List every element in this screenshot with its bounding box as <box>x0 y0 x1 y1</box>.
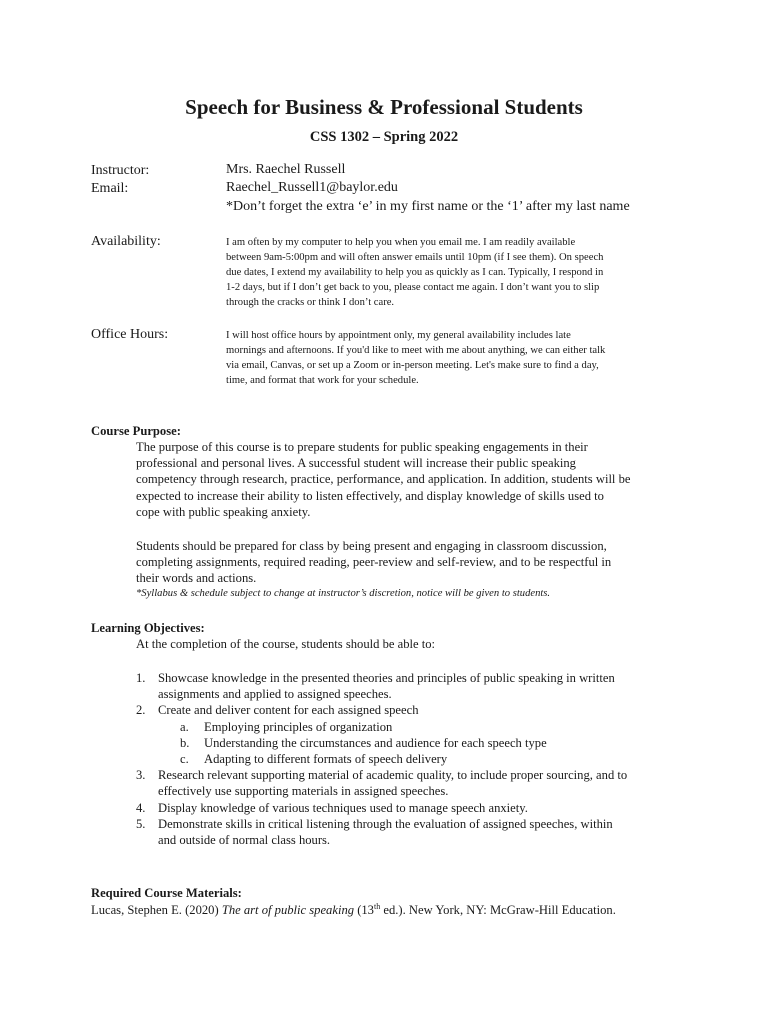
email-address: Raechel_Russell1@baylor.edu <box>226 180 398 195</box>
course-purpose-paragraph-2 <box>136 538 696 587</box>
office-hours-line: via email, Canvas, or set up a Zoom or in-person meeting. Let's make sure to find a day, <box>226 360 599 371</box>
purpose-line: competency through research, practice, performance, and application. In addition, students will be <box>136 472 631 487</box>
citation-title: The art of public speaking <box>221 903 355 917</box>
availability-line: 1-2 days, but if I don’t get back to you, please contact me again. I don’t want you to slip <box>226 282 600 293</box>
objective-item <box>136 767 696 799</box>
instructor-name: Mrs. Raechel Russell <box>226 162 346 177</box>
objective-line: Display knowledge of various techniques used to manage speech anxiety. <box>158 800 528 815</box>
availability-line: through the cracks or think I don’t care. <box>226 297 395 308</box>
citation-publisher: ed.). New York, NY: McGraw-Hill Education. <box>380 903 616 917</box>
email-label: Email: <box>91 181 129 196</box>
citation-author: Lucas, Stephen E. (2020) <box>91 903 222 917</box>
purpose-line: professional and personal lives. A successful student will increase their public speaking <box>136 456 576 471</box>
sub-item-text: Employing principles of organization <box>204 719 393 734</box>
objectives-list <box>136 670 696 848</box>
purpose-line: expected to increase their ability to listen effectively, and display knowledge of skills used to <box>136 488 604 503</box>
sub-item-letter: c. <box>180 752 189 767</box>
purpose-line: completing assignments, required reading, peer-review and self-review, and to be respectful in <box>136 555 612 570</box>
objective-line: Demonstrate skills in critical listening through the evaluation of assigned speeches, within <box>158 816 613 831</box>
office-hours-text <box>226 328 686 388</box>
availability-line: between 9am-5:00pm and will often answer emails until 10pm (if I see them). On speech <box>226 252 604 263</box>
objective-item <box>136 702 696 718</box>
objective-item <box>136 800 696 816</box>
learning-objectives-intro: At the completion of the course, students should be able to: <box>136 637 436 651</box>
objective-number: 5. <box>136 816 146 831</box>
objective-number: 2. <box>136 703 146 718</box>
objective-line: Create and deliver content for each assigned speech <box>158 703 419 718</box>
objective-line: effectively use supporting materials in assigned speeches. <box>158 784 449 799</box>
document-title: Speech for Business & Professional Students <box>185 95 583 119</box>
citation-edition-suffix: th <box>373 901 381 911</box>
sub-item-letter: b. <box>180 735 190 750</box>
objective-number: 4. <box>136 800 146 815</box>
availability-line: I am often by my computer to help you when you email me. I am readily available <box>226 237 576 248</box>
email-note: *Don’t forget the extra ‘e’ in my first name or the ‘1’ after my last name <box>226 199 630 214</box>
objective-sub-item <box>180 751 696 767</box>
purpose-line: cope with public speaking anxiety. <box>136 504 311 519</box>
office-hours-line: mornings and afternoons. If you'd like to meet with me about anything, we can either talk <box>226 345 606 356</box>
objective-line: and outside of normal class hours. <box>158 833 331 848</box>
sub-item-letter: a. <box>180 719 189 734</box>
objective-sub-item <box>180 719 696 735</box>
learning-objectives-heading: Learning Objectives: <box>91 621 205 635</box>
availability-label: Availability: <box>91 234 161 249</box>
instructor-label: Instructor: <box>91 163 150 178</box>
objective-item <box>136 816 696 848</box>
syllabus-change-note: *Syllabus & schedule subject to change at instructor’s discretion, notice will be given to students. <box>136 588 551 599</box>
course-code-term: CSS 1302 – Spring 2022 <box>309 129 459 145</box>
citation-edition: (13 <box>354 903 374 917</box>
materials-citation <box>91 902 711 918</box>
objective-line: Showcase knowledge in the presented theories and principles of public speaking in written <box>158 671 615 685</box>
objective-sub-item <box>180 735 696 751</box>
objective-number: 3. <box>136 768 146 783</box>
objective-line: assignments and applied to assigned speeches. <box>158 687 392 702</box>
purpose-line: Students should be prepared for class by being present and engaging in classroom discussion, <box>136 539 607 553</box>
objective-line: Research relevant supporting material of academic quality, to include proper sourcing, and to <box>158 768 628 783</box>
sub-item-text: Understanding the circumstances and audience for each speech type <box>204 735 547 750</box>
office-hours-line: I will host office hours by appointment only, my general availability includes late <box>226 330 571 341</box>
purpose-line: The purpose of this course is to prepare students for public speaking engagements in their <box>136 440 588 454</box>
objective-item <box>136 670 696 702</box>
objective-number: 1. <box>136 671 146 685</box>
availability-text <box>226 235 686 310</box>
materials-heading: Required Course Materials: <box>91 886 242 900</box>
office-hours-label: Office Hours: <box>91 327 169 342</box>
purpose-line: their words and actions. <box>136 571 257 586</box>
availability-line: due dates, I extend my availability to help you as quickly as I can. Typically, I respond in <box>226 267 604 278</box>
course-purpose-heading: Course Purpose: <box>91 424 181 438</box>
sub-item-text: Adapting to different formats of speech delivery <box>204 752 448 767</box>
office-hours-line: time, and format that work for your schedule. <box>226 375 419 386</box>
course-purpose-paragraph-1 <box>136 439 696 520</box>
